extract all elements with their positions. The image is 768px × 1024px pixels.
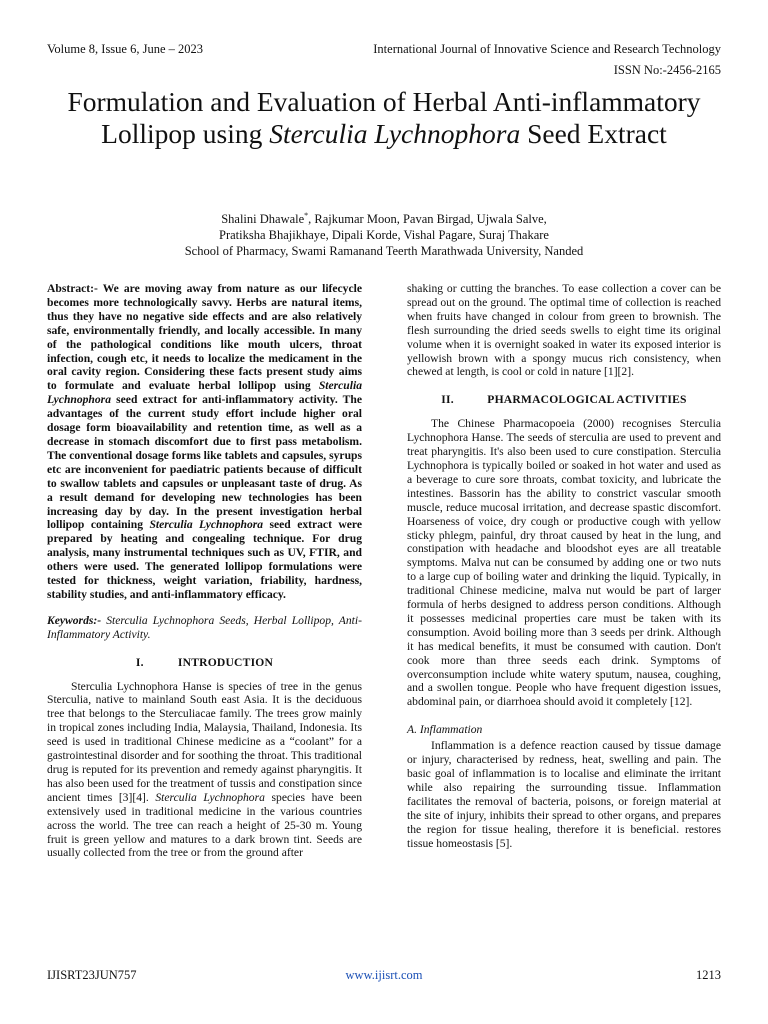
section-number: I. xyxy=(135,655,144,669)
pharmacological-paragraph: The Chinese Pharmacopoeia (2000) recognises Sterculia Lychnophora Hanse. The seeds of sterculia are used to prevent and treat pharyngitis. It's also been used to cure constipation. Sterculia Lychnophora is typically boiled or soaked in hot water and used as a beverage to cure sore throats, combat toxicity, and lubricate the intestines. Bassorin has the ability to constrict vascular smooth muscle, reduce mucosal irritation, and decrease spastic discomfort. Hoarseness of voice, dry cough or productive cough with yellow sticky phlegm, painful, dry throat caused by heat in the lung, and constipation with headache and bloodshot eyes are all treatable symptoms. Malva nut can be consumed by adding one or two nuts to a large cup of boiling water and drinking the liquid. Typically, in traditional Chinese medicine, malva nut would be part of larger formula of herbs designed to address person conditions. Although it possesses medicinal properties care must be taken with its consumption. Avoid boiling more than 3 seeds per drink. Although it has medical benefits, it must be consumed with caution. Don't cook more than three seeds each drink. Symptoms of overconsumption include white watery sputum, nausea, coughing, and a swollen tongue. People who have frequent digestion issues, abdominal pain, or diarrhoea should avoid it completely [12]. xyxy=(407,417,721,709)
corresponding-author: Shalini Dhawale xyxy=(221,212,305,227)
section-heading-introduction xyxy=(47,656,362,670)
title-text-end: Seed Extract xyxy=(520,118,667,149)
issn: ISSN No:-2456-2165 xyxy=(613,63,721,77)
section-number: II. xyxy=(441,393,454,407)
journal-website-link[interactable]: www.ijisrt.com xyxy=(345,968,423,982)
journal-name: International Journal of Innovative Science and Research Technology xyxy=(373,42,721,56)
keywords xyxy=(47,614,362,642)
keywords-label: Keywords:- xyxy=(47,613,102,627)
abstract-text: seed extract were prepared by heating and congealing technique. For drug analysis, many instrumental techniques such as UV, FTIR, and others were used. The generated lollipop formulations were tested for thickness, weight variation, friability, hardness, stability studies, and anti-inflammatory efficacy. xyxy=(47,518,362,601)
abstract-species: Sterculia Lychnophora xyxy=(47,379,362,407)
intro-text: Sterculia Lychnophora Hanse is species of tree in the genus Sterculia, native to mainland South east Asia. It is the deciduous tree that belongs to the Sterculiacae family. The trees grow mainly in tropical zones including India, Malaysia, Thailand, Indonesia. Its seed is used in traditional Chinese medicine as a “coolant” for a gastrointestinal disorder and for soothing the throat. This traditional drug is reputed for its prevention and remedy against pharyngitis. It has also been used for the treatment of tussis and constipation since ancient times [3][4]. xyxy=(47,679,362,804)
section-heading-pharmacological xyxy=(407,393,721,407)
author-line-1 xyxy=(40,208,728,227)
intro-species: Sterculia Lychnophora xyxy=(155,790,265,804)
volume-info: Volume 8, Issue 6, June – 2023 xyxy=(47,42,204,56)
abstract-species: Sterculia Lychnophora xyxy=(149,518,264,532)
intro-text: species have been extensively used in traditional medicine in the various countries across the world. The tree can reach a height of 25-30 m. Young fruit is green yellow and matures to a dark brown tint. Seeds are usually collected from the tree or from the ground after xyxy=(47,790,362,860)
article-code: IJISRT23JUN757 xyxy=(47,968,137,982)
page-number: 1213 xyxy=(696,968,721,982)
subsection-heading-inflammation: A. Inflammation xyxy=(407,723,483,737)
introduction-paragraph xyxy=(47,680,362,861)
left-column xyxy=(47,282,362,860)
paper-title xyxy=(40,86,728,150)
author-line-2: Pratiksha Bhajikhaye, Dipali Korde, Vishal Pagare, Suraj Thakare xyxy=(219,228,549,243)
keywords-text: Sterculia Lychnophora Seeds, Herbal Lollipop, Anti-Inflammatory Activity. xyxy=(47,613,362,641)
corresponding-mark: * xyxy=(304,211,309,220)
affiliation: School of Pharmacy, Swami Ramanand Teerth Marathwada University, Nanded xyxy=(184,244,584,259)
inflammation-paragraph: Inflammation is a defence reaction caused by tissue damage or injury, characterised by redness, heat, swelling and pain. The basic goal of inflammation is to localise and eliminate the irritant while also repairing the surrounding tissue. Inflammation facilitates the removal of bacteria, poisons, or foreign material at the site of injury, inhibits their spread to other organs, and prepares the region for tissue healing, therefore it is beneficial. restores tissue homeostasis [5]. xyxy=(407,739,721,850)
title-species: Sterculia Lychnophora xyxy=(269,118,521,149)
abstract-text: Abstract:- We are moving away from nature as our lifecycle becomes more technologically savvy. Herbs are natural items, thus they have no negative side effects and are also relatively safe, environmentally friendly, and locally accessible. In many of the pathological conditions like mouth ulcers, throat infection, cough etc, it needs to localize the medicament in the oral cavity region. Considering these facts present study aims to formulate and evaluate herbal lollipop using xyxy=(47,282,362,393)
introduction-continued: shaking or cutting the branches. To ease collection a cover can be spread out on the ground. The optimal time of collection is reached when fruits have changed in colour from green to brownish. The flesh surrounding the dried seeds swells to eight time its original volume when it is overnight soaked in water its exposed interior is yellowish brown with a spongy mucus rich consistency, when chewed at length, is cool or cold in nature [1][2]. xyxy=(407,282,721,379)
right-column xyxy=(407,282,721,850)
abstract xyxy=(47,282,362,602)
section-title: INTRODUCTION xyxy=(177,655,274,669)
section-title: PHARMACOLOGICAL ACTIVITIES xyxy=(487,393,687,407)
author-names: , Rajkumar Moon, Pavan Birgad, Ujwala Salve, xyxy=(308,212,547,227)
abstract-text: seed extract for anti-inflammatory activity. The advantages of the current study effort include higher oral dosage form bioavailability and retention time, as well as a decrease in stomach discomfort due to first pass metabolism. The conventional dosage forms like tablets and capsules, syrups etc are inconvenient for paediatric patients because of difficult to swallow tablets and capsules or unpleasant taste of drug. As a result demand for developing new technologies has been increasing day by day. In the present investigation herbal lollipop containing xyxy=(47,393,362,532)
title-text: Formulation and Evaluation of Herbal Anti-inflammatory Lollipop using xyxy=(67,86,701,149)
author-block xyxy=(40,208,728,259)
